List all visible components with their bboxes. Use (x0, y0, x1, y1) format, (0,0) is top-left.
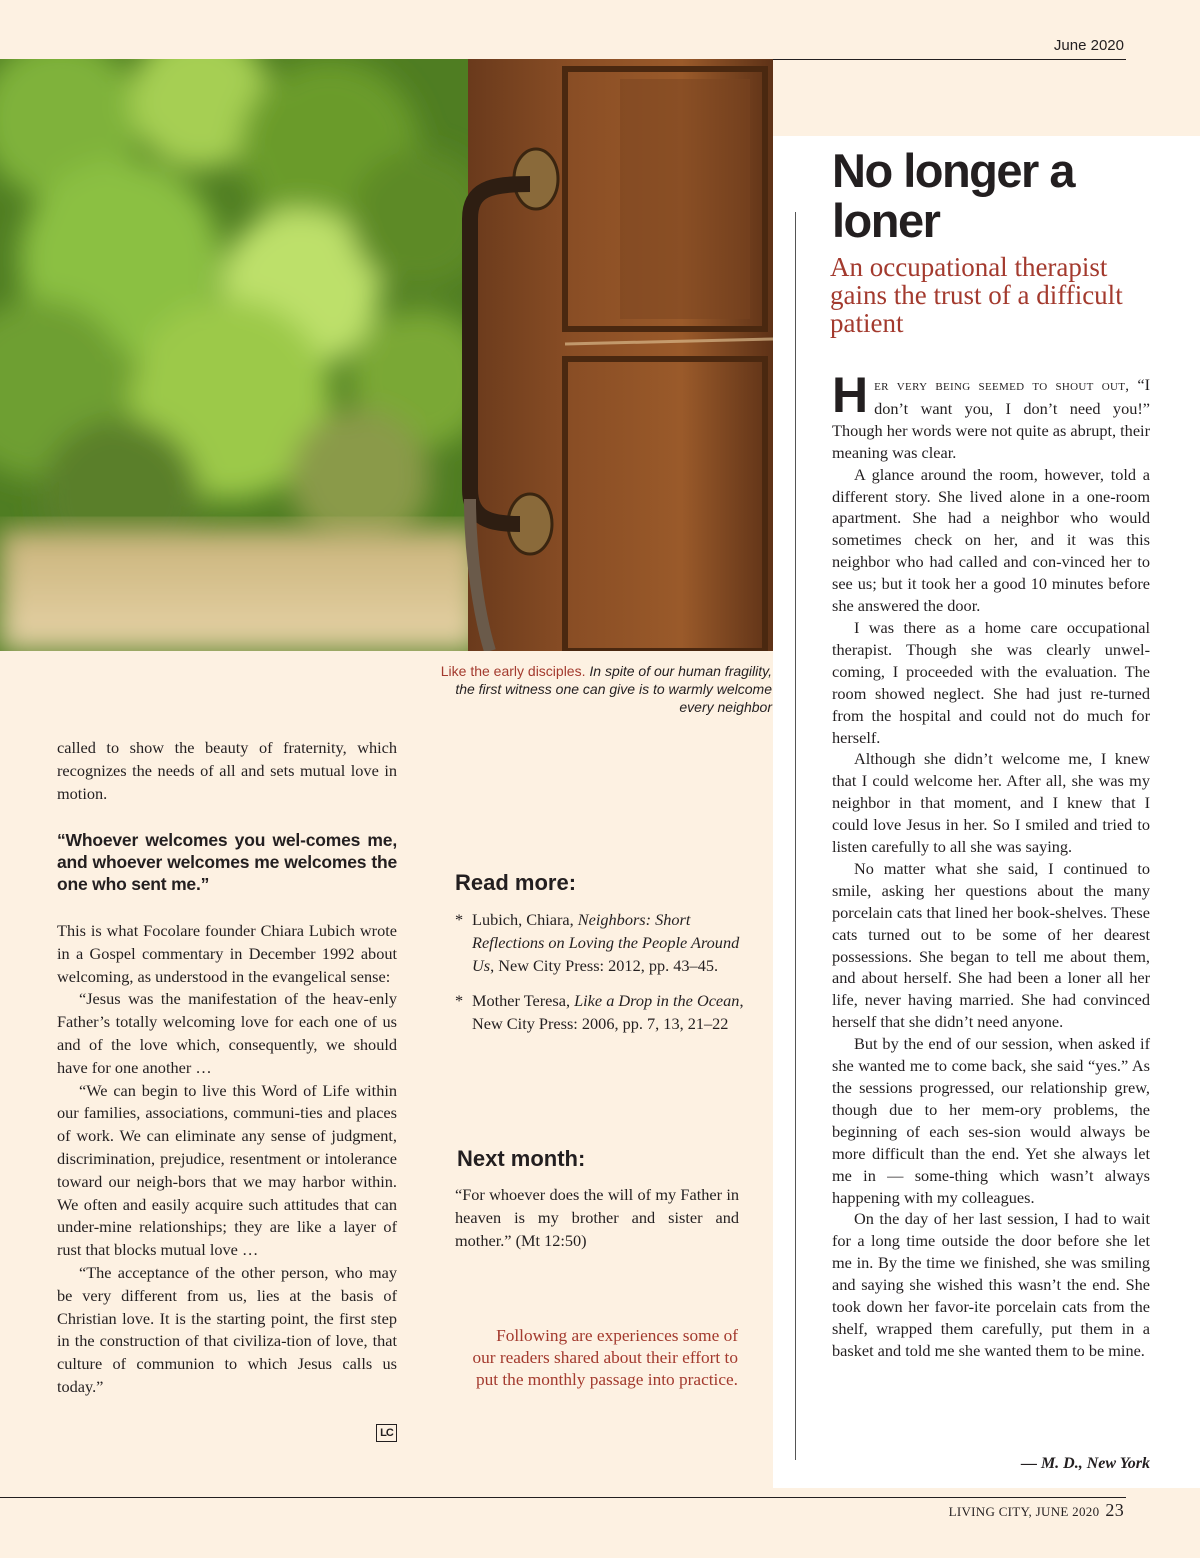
living-city-logo: LC (376, 1424, 397, 1442)
article-title: No longer a loner (832, 144, 1075, 247)
next-month-heading: Next month: (457, 1146, 586, 1171)
paragraph: Her very being seemed to shout out, “I don’t want you, I don’t need you!” Though her words were not quite as abrupt, their meaning was clear. (832, 367, 1150, 462)
publication-name: LIVING CITY, JUNE 2020 (948, 1504, 1100, 1519)
paragraph: But by the end of our session, when asked if she wanted me to come back, she said “yes.” As the sessions progressed, our relationship grew, though due to her mem-ory problems, the beginning of each ses-sion would always be more difficult than the end. Yet she always let me in — some-thing which wasn’t always happening with my colleagues. (832, 1034, 1150, 1207)
next-month-text: “For whoever does the will of my Father in heaven is my brother and sister and mother.” (Mt 12:50) (455, 1185, 739, 1250)
page-footer (949, 1500, 1124, 1521)
paragraph: “The acceptance of the other person, who may be very different from us, lies at the basis of Christian love. It is the starting point, the first step in the construction of that civiliza-tion of love, that culture of communion to which Jesus calls us today.” (57, 1262, 397, 1396)
paragraph: This is what Focolare founder Chiara Lubich wrote in a Gospel commentary in December 1992 about welcoming, as understood in the evangelical sense: (57, 921, 397, 986)
left-intro: called to show the beauty of fraternity, which recognizes the needs of all and sets mutual love in motion. (57, 738, 397, 803)
paragraph: On the day of her last session, I had to wait for a long time outside the door before she let me in. By the time we finished, she was smiling and saying she wished this wasn’t the end. She took down her favor-ite porcelain cats from the shelf, wrapped them carefully, put them in a basket and told me she wanted them to be mine. (832, 1209, 1150, 1360)
paragraph: A glance around the room, however, told a different story. She lived alone in a one-room apartment. She had a neighbor who would sometimes check on her, and it was this neighbor who had called and con-vinced her to see us; but it took her a good 10 minutes before she answered the door. (832, 464, 1150, 616)
issue-date: June 2020 (1053, 37, 1124, 54)
caption-lead: Like the early disciples. (440, 663, 586, 679)
article-body (832, 367, 1150, 1362)
paragraph: “Jesus was the manifestation of the heav-enly Father’s totally welcoming love for each one of us and of the love which, consequently, we should have for one another … (57, 989, 397, 1077)
door-photo (0, 59, 773, 651)
footer-rule (0, 1497, 1126, 1498)
paragraph: I was there as a home care occupational therapist. Though she was clearly unwel-coming, I proceeded with the evaluation. The room showed neglect. She had just re-turned from the hospital and could not do much for herself. (832, 617, 1150, 747)
article-signature: — M. D., New York (1020, 1455, 1150, 1472)
page-number: 23 (1105, 1500, 1124, 1520)
photo-caption (440, 662, 772, 716)
caption-text: In spite of our human fragility, the first witness one can give is to warmly welcome every neighbor (455, 663, 772, 715)
reference-item: * Lubich, Chiara, Neighbors: Short Reflections on Loving the People Around Us, New City Press: 2012, pp. 43–45. (455, 910, 740, 975)
drop-cap: H (832, 367, 869, 423)
header-rule (772, 59, 1126, 60)
paragraph: Although she didn’t welcome me, I knew that I could welcome her. After all, she was my neighbor in that moment, and I knew that I could love Jesus in her. So I smiled and tried to listen carefully to all she was saying. (832, 749, 1150, 857)
paragraph: No matter what she said, I continued to smile, asking her questions about the many porcelain cats that lined her book-shelves. These cats turned out to be some of her dearest possessions. She began to tell me about them, and about herself. She had been a loner all her life, never having married. She had convinced herself that she didn’t need anyone. (832, 858, 1150, 1032)
paragraph: “We can begin to live this Word of Life within our families, associations, communi-ties and places of work. We can eliminate any sense of judgment, discrimination, prejudice, resentment or intolerance toward our neigh-bors that we may harbor within. We often and easily acquire such attitudes that can under-mine relationships; they are like a layer of rust that blocks mutual love … (57, 1080, 397, 1260)
read-more-heading: Read more: (455, 870, 577, 895)
following-note: Following are experiences some of our readers shared about their effort to put the monthly passage into practice. (472, 1326, 738, 1389)
column-rule (795, 212, 796, 1460)
left-body (57, 920, 397, 1399)
reference-item: * Mother Teresa, Like a Drop in the Ocean, New City Press: 2006, pp. 7, 13, 21–22 (455, 991, 744, 1033)
article-subtitle: An occupational therapist gains the trust of a difficult patient (830, 252, 1123, 338)
scripture-quote: “Whoever welcomes you wel-comes me, and whoever welcomes me welcomes the one who sent me.” (57, 830, 397, 894)
read-more-list (455, 908, 765, 1047)
